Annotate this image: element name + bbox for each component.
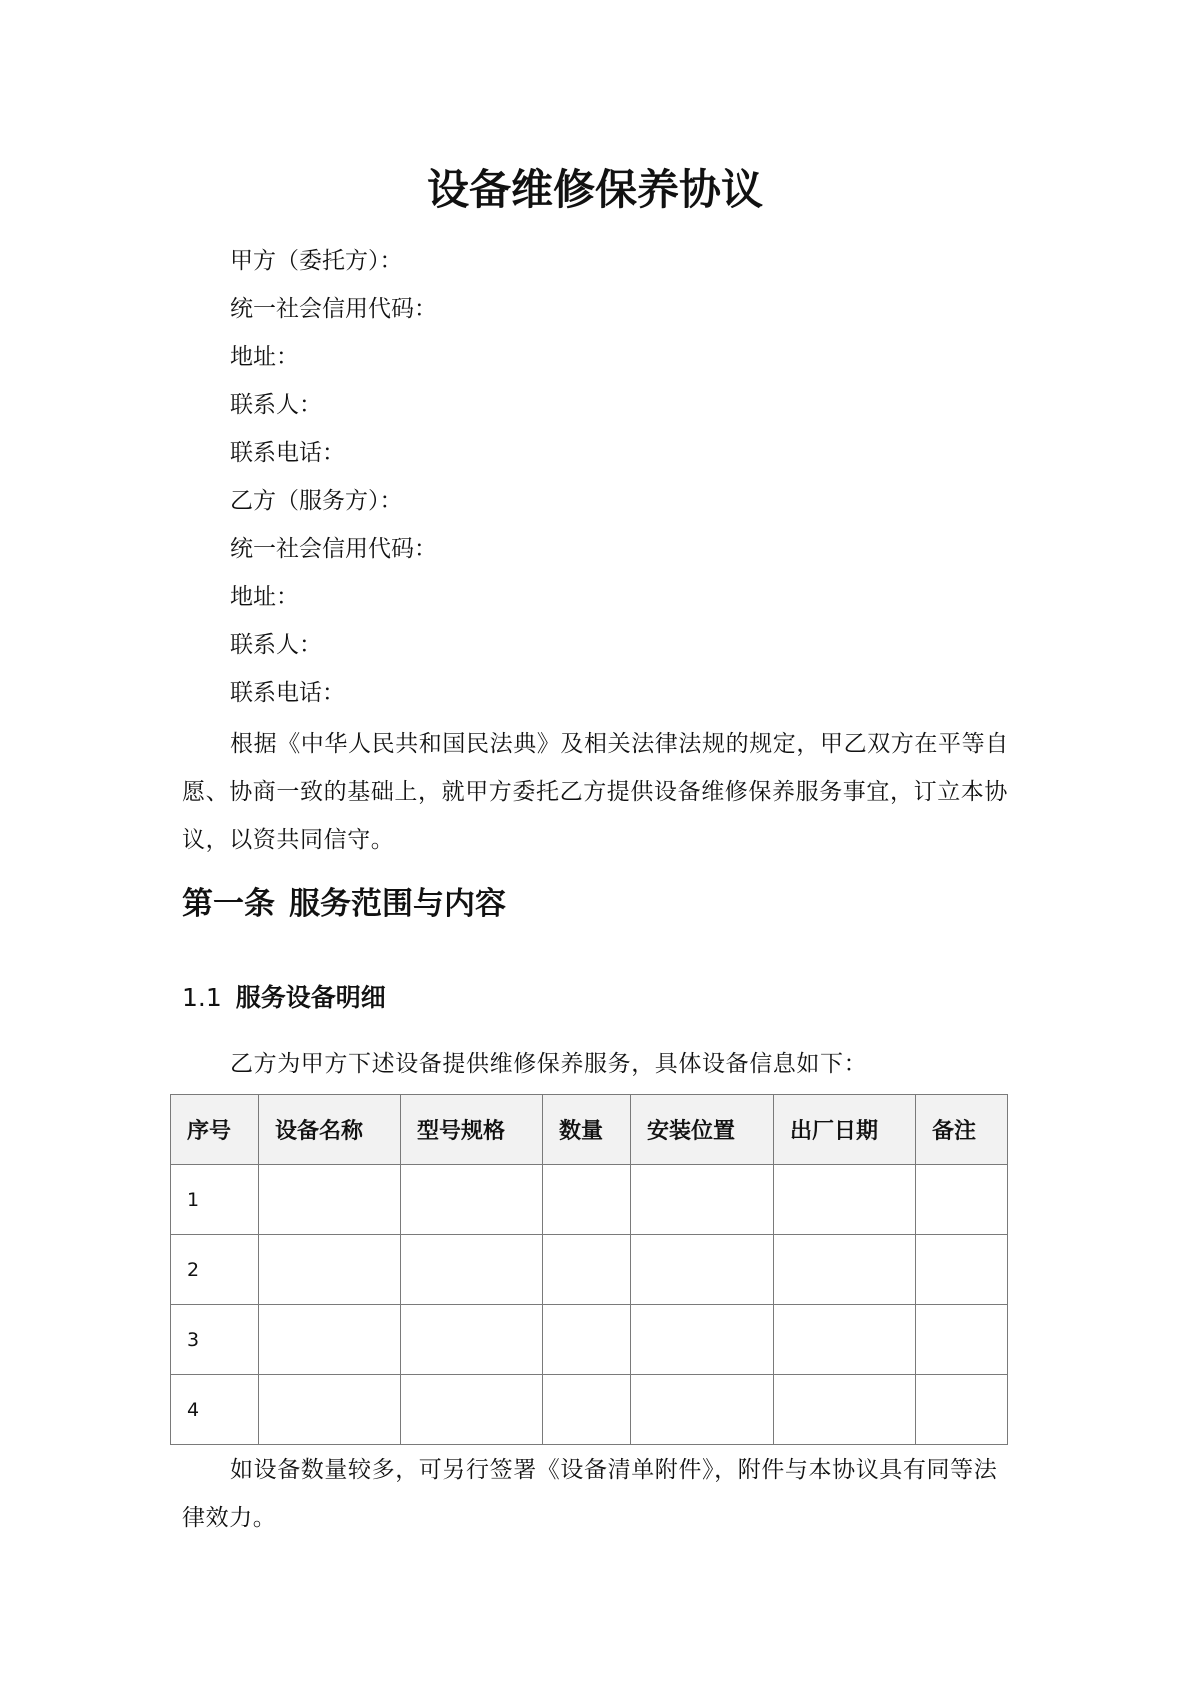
preamble-paragraph: 根据《中华人民共和国民法典》及相关法律法规的规定，甲乙双方在平等自愿、协商一致的基础上，就甲方委托乙方提供设备维修保养服务事宜，订立本协议，以资共同信守。	[182, 731, 1009, 853]
section-1-1-heading	[182, 980, 386, 1016]
table-cell	[916, 1165, 1008, 1235]
document-title: 设备维修保养协议	[426, 165, 763, 214]
table-cell	[543, 1165, 631, 1235]
party-b-credit-code-label: 统一社会信用代码：	[230, 536, 437, 562]
table-cell	[259, 1305, 401, 1375]
table-cell	[631, 1235, 774, 1305]
table-row	[171, 1235, 1008, 1305]
equipment-table	[170, 1094, 1008, 1445]
table-cell	[259, 1235, 401, 1305]
table-cell-index: 3	[171, 1305, 259, 1375]
table-cell	[631, 1375, 774, 1445]
table-cell	[774, 1165, 916, 1235]
table-cell	[543, 1235, 631, 1305]
party-a-phone-label: 联系电话：	[230, 440, 345, 466]
table-cell	[401, 1375, 543, 1445]
table-header-row	[171, 1095, 1008, 1165]
table-cell	[916, 1305, 1008, 1375]
header-remarks: 备注	[916, 1095, 1008, 1165]
header-equipment-name: 设备名称	[259, 1095, 401, 1165]
party-a-address-label: 地址：	[230, 344, 299, 370]
party-b-name-label: 乙方（服务方）：	[230, 488, 403, 514]
party-a-name-label: 甲方（委托方）：	[230, 248, 403, 274]
table-cell	[401, 1235, 543, 1305]
equipment-appendix-note: 如设备数量较多，可另行签署《设备清单附件》，附件与本协议具有同等法律效力。	[182, 1457, 998, 1531]
section-1-1-number: 1.1	[182, 983, 222, 1012]
party-b-contact-label: 联系人：	[230, 632, 322, 658]
table-cell	[631, 1165, 774, 1235]
section-1-1-intro: 乙方为甲方下述设备提供维修保养服务，具体设备信息如下：	[230, 1051, 868, 1077]
table-cell	[259, 1165, 401, 1235]
table-cell	[401, 1305, 543, 1375]
header-model-spec: 型号规格	[401, 1095, 543, 1165]
article-1-heading	[182, 882, 506, 926]
party-a-credit-code-label: 统一社会信用代码：	[230, 296, 437, 322]
table-cell	[774, 1235, 916, 1305]
table-row	[171, 1305, 1008, 1375]
table-cell	[631, 1305, 774, 1375]
table-cell	[774, 1375, 916, 1445]
party-a-contact-label: 联系人：	[230, 392, 322, 418]
table-cell	[259, 1375, 401, 1445]
table-cell	[543, 1375, 631, 1445]
table-cell-index: 4	[171, 1375, 259, 1445]
header-index: 序号	[171, 1095, 259, 1165]
table-cell	[543, 1305, 631, 1375]
table-row	[171, 1375, 1008, 1445]
header-manufacture-date: 出厂日期	[774, 1095, 916, 1165]
table-cell-index: 1	[171, 1165, 259, 1235]
header-quantity: 数量	[543, 1095, 631, 1165]
article-1-title: 服务范围与内容	[289, 886, 506, 922]
table-row	[171, 1165, 1008, 1235]
article-1-number: 第一条	[182, 886, 275, 922]
party-b-address-label: 地址：	[230, 584, 299, 610]
table-cell	[774, 1305, 916, 1375]
table-cell	[401, 1165, 543, 1235]
table-cell	[916, 1375, 1008, 1445]
party-b-phone-label: 联系电话：	[230, 680, 345, 706]
header-install-location: 安装位置	[631, 1095, 774, 1165]
section-1-1-title: 服务设备明细	[235, 983, 386, 1012]
table-cell	[916, 1235, 1008, 1305]
table-cell-index: 2	[171, 1235, 259, 1305]
